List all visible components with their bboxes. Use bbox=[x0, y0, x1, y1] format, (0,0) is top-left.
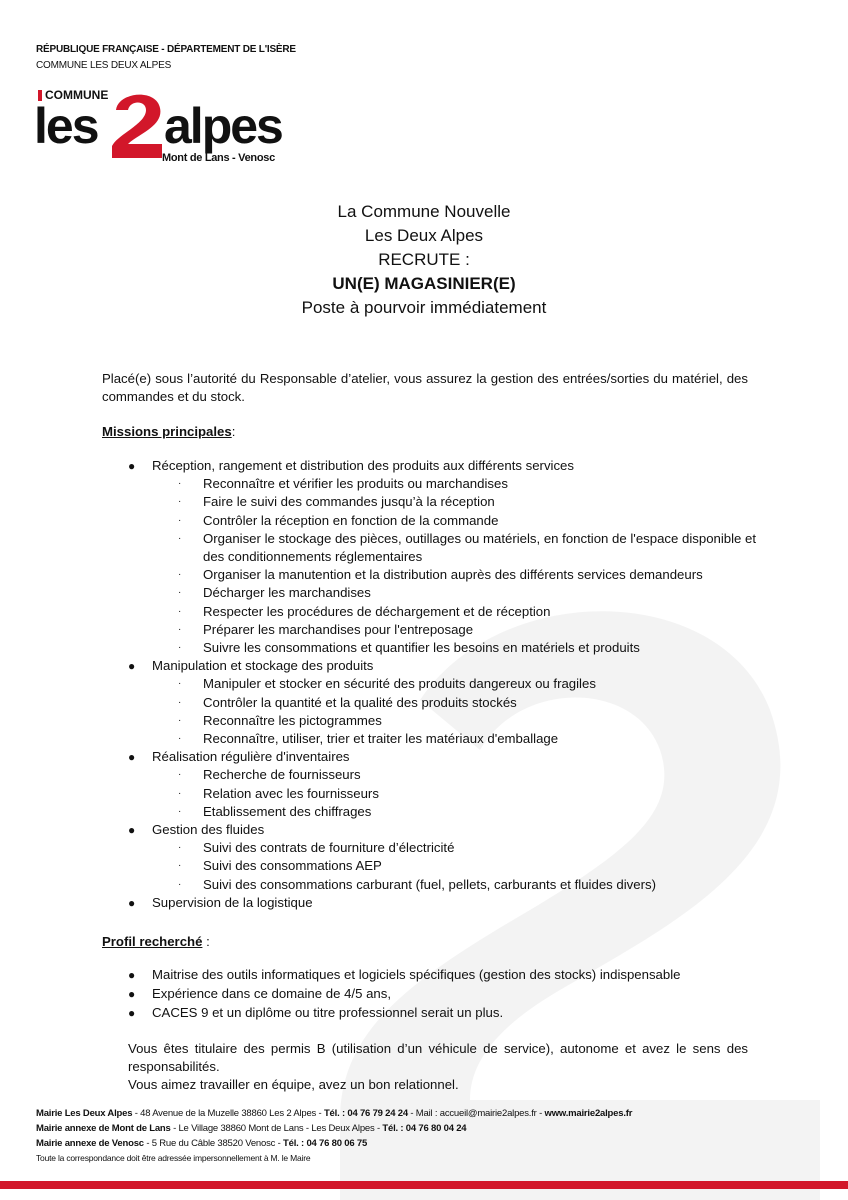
mission-item bbox=[128, 894, 768, 912]
closing-paragraph-1: Vous êtes titulaire des permis B (utilisation d’un véhicule de service), autonome et avez le sens des responsabilités. bbox=[128, 1041, 748, 1074]
mission-subitem-label: Contrôler la quantité et la qualité des produits stockés bbox=[203, 694, 517, 710]
bullet-icon: ● bbox=[128, 1006, 136, 1021]
closing-paragraph-2: Vous aimez travailler en équipe, avez un bon relationnel. bbox=[128, 1077, 459, 1092]
dot-icon: · bbox=[178, 623, 182, 635]
dot-icon: · bbox=[178, 769, 182, 781]
dot-icon: · bbox=[178, 478, 182, 490]
mission-subitem bbox=[128, 675, 768, 693]
mission-subitem bbox=[128, 530, 768, 566]
dot-icon: · bbox=[178, 678, 182, 690]
bullet-icon: ● bbox=[128, 968, 136, 982]
mission-subitem-label: Suivre les consommations et quantifier les besoins en matériels et produits bbox=[203, 640, 640, 656]
mission-subitem-label: Reconnaître, utiliser, trier et traiter les matériaux d'emballage bbox=[203, 731, 559, 747]
dot-icon: · bbox=[178, 496, 182, 508]
dot-icon: · bbox=[178, 569, 182, 581]
logo-alpes-text: alpes bbox=[164, 98, 282, 154]
logo-commune-label: COMMUNE bbox=[38, 88, 108, 102]
mission-subitem-label: Faire le suivi des commandes jusqu’à la réception bbox=[203, 494, 495, 510]
dot-icon: · bbox=[178, 696, 182, 708]
profil-item bbox=[128, 966, 768, 984]
mission-subitem-label: Suivi des consommations AEP bbox=[203, 858, 382, 874]
profil-item bbox=[128, 1004, 768, 1022]
mission-subitem bbox=[128, 694, 768, 712]
bullet-icon: ● bbox=[128, 459, 136, 473]
mission-item-label: Réception, rangement et distribution des produits aux différents services bbox=[152, 458, 574, 473]
dot-icon: · bbox=[178, 860, 182, 872]
job-title: UN(E) MAGASINIER(E) bbox=[332, 274, 516, 293]
profil-heading: Profil recherché : bbox=[102, 934, 210, 949]
mission-subitem bbox=[128, 475, 768, 493]
mission-subitem-label: Organiser le stockage des pièces, outillages ou matériels, en fonction de l'espace disponible et des conditionnements réglementaires bbox=[203, 530, 757, 565]
title-block bbox=[0, 200, 848, 320]
mission-subitem bbox=[128, 603, 768, 621]
bullet-icon: ● bbox=[128, 750, 136, 765]
mission-subitem bbox=[128, 803, 768, 821]
dot-icon: · bbox=[178, 587, 182, 599]
mission-subitem-label: Préparer les marchandises pour l'entreposage bbox=[203, 621, 474, 637]
missions-heading: Missions principales: bbox=[102, 424, 236, 439]
logo-les-text: les bbox=[34, 98, 98, 154]
mission-subitem bbox=[128, 839, 768, 857]
missions-list bbox=[128, 457, 768, 912]
footer-line-3: Mairie annexe de Venosc - 5 Rue du Câble 38520 Venosc - Tél. : 04 76 80 06 75 bbox=[36, 1138, 368, 1149]
dot-icon: · bbox=[178, 805, 182, 817]
bullet-icon: ● bbox=[128, 823, 136, 838]
mission-subitem bbox=[128, 639, 768, 657]
mission-subitem bbox=[128, 621, 768, 639]
dot-icon: · bbox=[178, 714, 182, 726]
footer-line-1: Mairie Les Deux Alpes - 48 Avenue de la Muzelle 38860 Les 2 Alpes - Tél. : 04 76 79 24 24 - Mail : accueil@mairie2alpes.fr - www.mairie2alpes.fr bbox=[36, 1108, 633, 1119]
mission-subitem-label: Organiser la manutention et la distribution auprès des différents services demandeurs bbox=[203, 567, 703, 583]
mission-subitem-label: Respecter les procédures de déchargement et de réception bbox=[203, 603, 551, 619]
mission-item bbox=[128, 748, 768, 766]
commune-logo bbox=[32, 84, 282, 174]
mission-subitem-label: Manipuler et stocker en sécurité des produits dangereux ou fragiles bbox=[203, 676, 596, 692]
mission-subitem bbox=[128, 493, 768, 511]
dot-icon: · bbox=[178, 878, 182, 890]
mission-subitem-label: Reconnaître les pictogrammes bbox=[203, 712, 382, 728]
mission-subitem-label: Suivi des consommations carburant (fuel, pellets, carburants et fluides divers) bbox=[203, 876, 656, 892]
logo-subtitle: Mont de Lans - Venosc bbox=[162, 152, 275, 164]
dot-icon: · bbox=[178, 605, 182, 617]
mission-subitem-label: Reconnaître et vérifier les produits ou marchandises bbox=[203, 476, 508, 492]
mission-subitem bbox=[128, 857, 768, 875]
mission-item-label: Supervision de la logistique bbox=[152, 894, 313, 910]
mission-subitem-label: Décharger les marchandises bbox=[203, 585, 371, 601]
profil-item-label: Maitrise des outils informatiques et logiciels spécifiques (gestion des stocks) indispensable bbox=[152, 967, 681, 982]
footer-line-2: Mairie annexe de Mont de Lans - Le Village 38860 Mont de Lans - Les Deux Alpes - Tél. : 04 76 80 04 24 bbox=[36, 1123, 467, 1134]
profil-item-label: Expérience dans ce domaine de 4/5 ans, bbox=[152, 986, 391, 1002]
header-republique: RÉPUBLIQUE FRANÇAISE - DÉPARTEMENT DE L'ISÈRE bbox=[36, 44, 296, 55]
title-line-1: La Commune Nouvelle bbox=[337, 202, 511, 221]
dot-icon: · bbox=[178, 532, 182, 544]
mission-subitem-label: Relation avec les fournisseurs bbox=[203, 785, 379, 801]
bullet-icon: ● bbox=[128, 895, 136, 910]
mission-subitem-label: Etablissement des chiffrages bbox=[203, 803, 372, 819]
footer-line-4: Toute la correspondance doit être adressée impersonnellement à M. le Maire bbox=[36, 1153, 311, 1163]
mission-subitem-label: Contrôler la réception en fonction de la commande bbox=[203, 512, 499, 528]
footer-contacts bbox=[36, 1106, 632, 1166]
mission-subitem bbox=[128, 712, 768, 730]
profil-list bbox=[128, 966, 768, 1024]
header-commune: COMMUNE LES DEUX ALPES bbox=[36, 60, 172, 71]
mission-item bbox=[128, 457, 768, 475]
title-line-5: Poste à pourvoir immédiatement bbox=[301, 298, 547, 317]
footer-red-bar bbox=[0, 1181, 848, 1189]
mission-subitem bbox=[128, 512, 768, 530]
footer-website-link[interactable]: www.mairie2alpes.fr bbox=[544, 1108, 633, 1119]
dot-icon: · bbox=[178, 642, 182, 654]
mission-subitem bbox=[128, 730, 768, 748]
dot-icon: · bbox=[178, 514, 182, 526]
mission-item bbox=[128, 821, 768, 839]
dot-icon: · bbox=[178, 842, 182, 854]
mission-subitem-label: Suivi des contrats de fourniture d’électricité bbox=[203, 840, 455, 856]
mission-subitem bbox=[128, 584, 768, 602]
mission-subitem bbox=[128, 876, 768, 894]
bullet-icon: ● bbox=[128, 659, 136, 674]
mission-subitem bbox=[128, 785, 768, 803]
logo-two-icon bbox=[108, 86, 166, 162]
dot-icon: · bbox=[178, 787, 182, 799]
mission-subitem bbox=[128, 566, 768, 584]
title-line-3: RECRUTE : bbox=[378, 250, 470, 269]
mission-item-label: Gestion des fluides bbox=[152, 822, 265, 838]
mission-item-label: Réalisation régulière d'inventaires bbox=[152, 749, 350, 765]
profil-item bbox=[128, 985, 768, 1003]
title-line-2: Les Deux Alpes bbox=[364, 226, 484, 245]
profil-item-label: CACES 9 et un diplôme ou titre professionnel serait un plus. bbox=[152, 1005, 504, 1021]
bullet-icon: ● bbox=[128, 987, 136, 1002]
mission-subitem bbox=[128, 766, 768, 784]
mission-item-label: Manipulation et stockage des produits bbox=[152, 658, 374, 674]
dot-icon: · bbox=[178, 733, 182, 745]
mission-item bbox=[128, 657, 768, 675]
mission-subitem-label: Recherche de fournisseurs bbox=[203, 767, 361, 783]
intro-paragraph: Placé(e) sous l’autorité du Responsable d’atelier, vous assurez la gestion des entrées/sorties du matériel, des commandes et du stock. bbox=[102, 371, 748, 404]
closing-text bbox=[128, 1040, 748, 1094]
